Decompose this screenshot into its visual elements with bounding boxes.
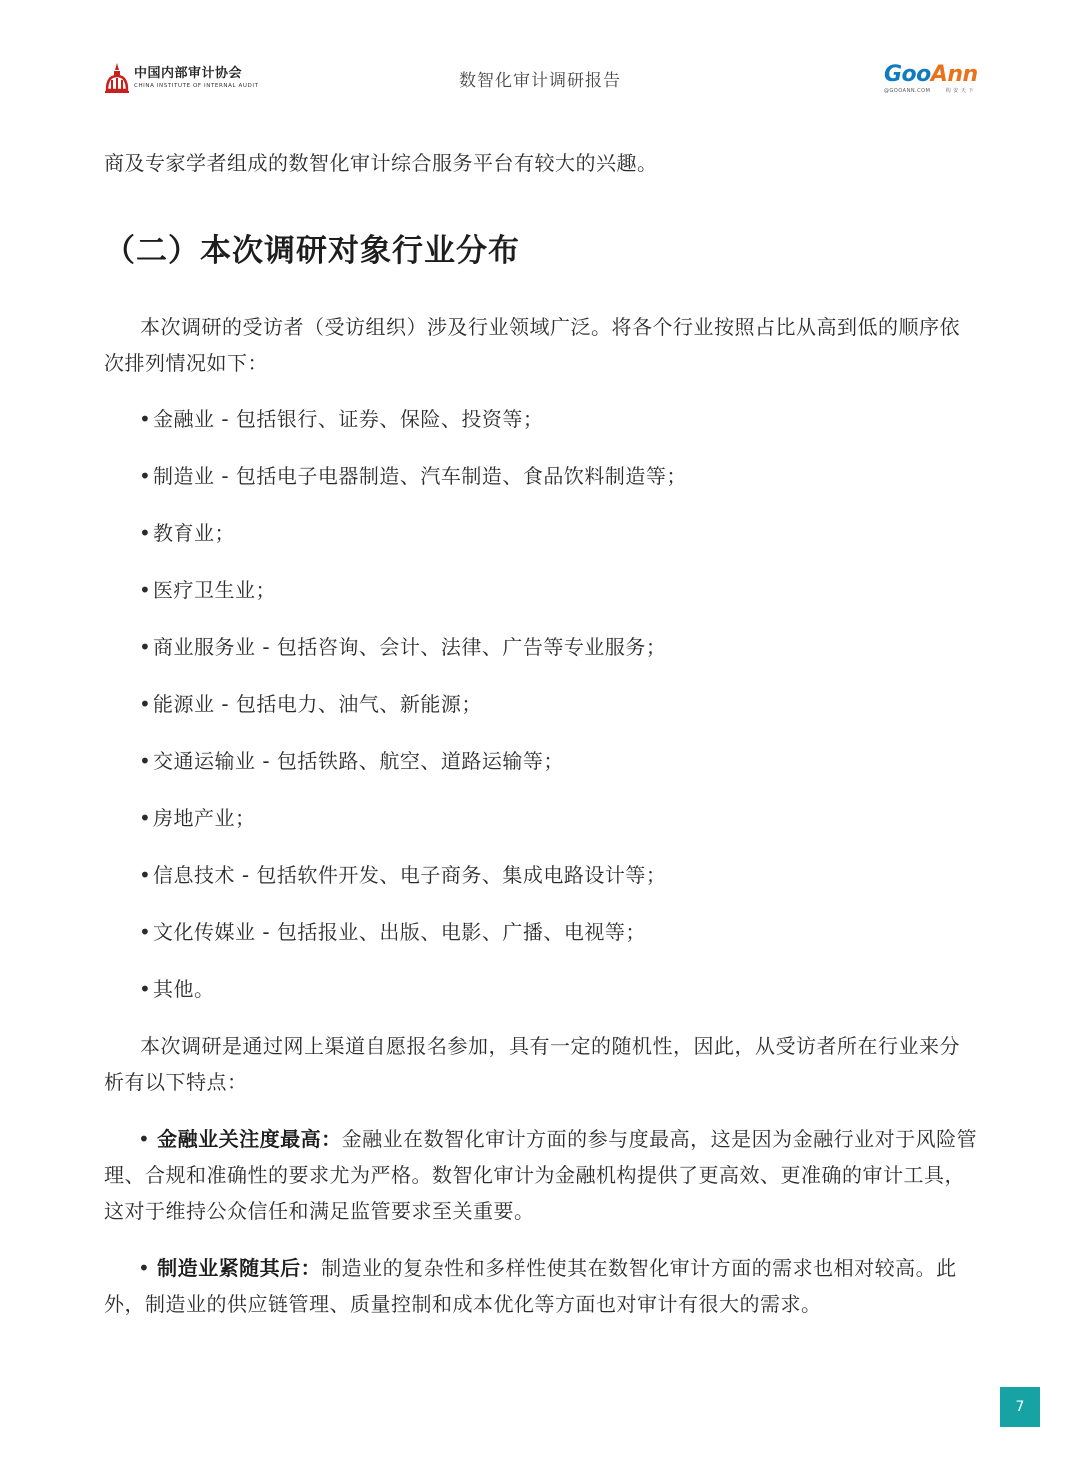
page-number: 7 [1000,1387,1040,1427]
bullet-icon: • [139,692,152,716]
bullet-icon: • [139,863,152,887]
org-name-cn: 中国内部审计协会 [134,66,243,81]
list-item: • 制造业 - 包括电子电器制造、汽车制造、食品饮料制造等； [104,458,978,494]
bullet-icon: • [139,407,152,431]
brand-part1: Goo [884,62,931,87]
list-item: • 教育业； [104,515,978,551]
finding-heading: 制造业紧随其后： [157,1256,322,1280]
report-title: 数智化审计调研报告 [459,71,621,91]
brand-sub-left: @GOOANN.COM [884,88,931,94]
list-item: • 房地产业； [104,800,978,836]
industry-list [104,401,978,1007]
brand-logo [884,62,978,96]
brand-sub-right: 构 安 天 下 [945,88,974,94]
section-heading: （二）本次调研对象行业分布 [104,233,520,269]
finding-text: 制造业的复杂性和多样性使其在数智化审计方面的需求也相对较高。此外，制造业的供应链管理、质量控制和成本优化等方面也对审计有很大的需求。 [104,1256,957,1316]
intro-paragraph: 本次调研的受访者（受访组织）涉及行业领域广泛。将各个行业按照占比从高到低的顺序依次排列情况如下： [104,315,960,375]
finding-text: 金融业在数智化审计方面的参与度最高，这是因为金融行业对于风险管理、合规和准确性的要求尤为严格。数智化审计为金融机构提供了更高效、更准确的审计工具，这对于维持公众信任和满足监管要求至关重要。 [104,1127,978,1223]
finding-finance: • 金融业关注度最高：金融业在数智化审计方面的参与度最高，这是因为金融行业对于风险管理、合规和准确性的要求尤为严格。数智化审计为金融机构提供了更高效、更准确的审计工具，这对于维持公众信任和满足监管要求至关重要。 [104,1127,978,1223]
bullet-icon: • [139,521,152,545]
page-header [0,0,1080,110]
brand-part2: Ann [930,62,978,87]
list-item: • 文化传媒业 - 包括报业、出版、电影、广播、电视等； [104,914,978,950]
list-item: • 商业服务业 - 包括咨询、会计、法律、广告等专业服务； [104,629,978,665]
bullet-icon: • [139,806,152,830]
page-content [104,145,978,1322]
bullet-icon: • [139,977,152,1001]
finding-heading: 金融业关注度最高： [157,1127,342,1151]
org-name-en: CHINA INSTITUTE OF INTERNAL AUDIT [134,83,259,89]
list-item: • 其他。 [104,971,978,1007]
analysis-paragraph: 本次调研是通过网上渠道自愿报名参加，具有一定的随机性，因此，从受访者所在行业来分析有以下特点： [104,1034,960,1094]
bullet-icon: • [139,920,152,944]
list-item: • 金融业 - 包括银行、证券、保险、投资等； [104,401,978,437]
bullet-icon: • [139,578,152,602]
bullet-icon: • [139,635,152,659]
continuation-paragraph: 商及专家学者组成的数智化审计综合服务平台有较大的兴趣。 [104,151,658,175]
list-item: • 交通运输业 - 包括铁路、航空、道路运输等； [104,743,978,779]
list-item: • 医疗卫生业； [104,572,978,608]
bullet-icon: • [139,749,152,773]
list-item: • 能源业 - 包括电力、油气、新能源； [104,686,978,722]
list-item: • 信息技术 - 包括软件开发、电子商务、集成电路设计等； [104,857,978,893]
finding-manufacturing: • 制造业紧随其后：制造业的复杂性和多样性使其在数智化审计方面的需求也相对较高。此外，制造业的供应链管理、质量控制和成本优化等方面也对审计有很大的需求。 [104,1256,957,1316]
bullet-icon: • [139,464,152,488]
